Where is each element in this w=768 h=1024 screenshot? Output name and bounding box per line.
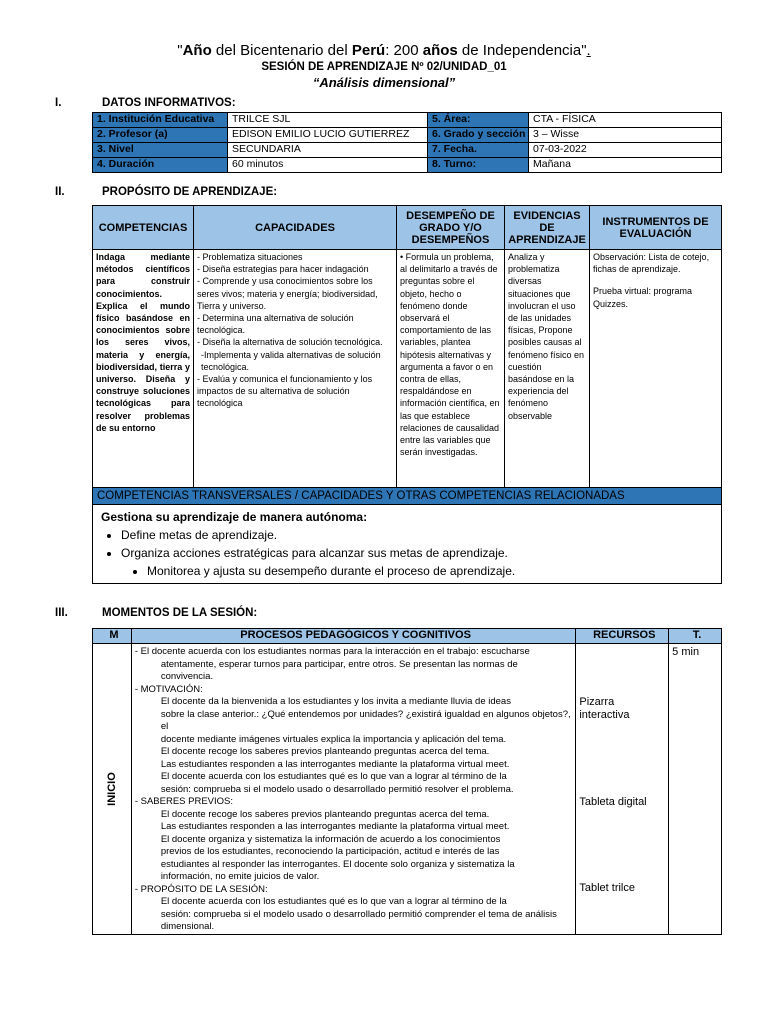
col-desempeno: DESEMPEÑO DE GRADO Y/O DESEMPEÑOS [397, 206, 505, 250]
fecha-value: 07-03-2022 [529, 143, 722, 158]
prof-value: EDISON EMILIO LUCIO GUTIERREZ [228, 128, 428, 143]
evidencias-text: Analiza y problematiza diversas situaciones que involucran el uso de las unidades físicas, Propone posibles causas al fenómeno físico en cuestión basándose en la experiencia del fenómeno observable [505, 250, 590, 488]
cap-item: - Evalúa y comunica el funcionamiento y los impactos de su alternativa de solución tecnológica [197, 374, 373, 409]
proc-line: atentamente, esperar turnos para participar, entre otros. Se presentan las normas de convivencia. [160, 658, 518, 682]
proc-line: - El docente acuerda con los estudiantes normas para la interacción en el trabajo: escucharse [134, 646, 530, 657]
competencias-text: Indaga mediante métodos científicos para construir conocimientos. Explica el mundo físico basándose en conocimientos sobre los seres vivos, materia y energía, biodiversidad, tierra y universo. Diseña y construye soluciones tecnológicas para resolver problemas de su entorno [93, 250, 194, 488]
fecha-label: 7. Fecha. [428, 143, 529, 158]
turno-label: 8. Turno: [428, 158, 529, 173]
nivel-label: 3. Nivel [93, 143, 228, 158]
cap-item: - Comprende y usa conocimientos sobre los seres vivos; materia y energía; biodiversidad, Tierra y universo. [197, 276, 378, 311]
instrumento-1: Observación: Lista de cotejo, fichas de aprendizaje. [593, 252, 710, 275]
proc-line: El docente acuerda con los estudiantes qué es lo que van a lograr al término de la [160, 771, 507, 782]
proc-line: previos de los estudiantes, reconociendo la participación, actitud e interés de las [160, 846, 500, 857]
gestiona-item: • Monitorea y ajusta su desempeño durante el proceso de aprendizaje. [147, 562, 713, 580]
turno-value: Mañana [529, 158, 722, 173]
col-instrumentos: INSTRUMENTOS DE EVALUACIÓN [590, 206, 722, 250]
time-cell: 5 min [669, 644, 722, 935]
inst-value: TRILCE SJL [228, 113, 428, 128]
proc-line: sesión: comprueba si el modelo usado o desarrollado permitió resolver el problema. [160, 783, 514, 795]
transversal-banner: COMPETENCIAS TRANSVERSALES / CAPACIDADES Y OTRAS COMPETENCIAS RELACIONADAS [93, 488, 722, 505]
proc-line: Las estudiantes responden a las interrogantes mediante la plataforma virtual meet. [160, 758, 510, 770]
capacidades-list [194, 250, 397, 488]
info-table [92, 112, 722, 173]
phase-label: INICIO [105, 771, 118, 806]
proc-line: El docente organiza y sistematiza la información de acuerdo a los conocimientos [160, 833, 501, 845]
proc-line: El docente recoge los saberes previos planteando preguntas acerca del tema. [160, 808, 490, 820]
proc-line: estudiantes al responder las interrogantes. El docente solo organiza y sistematiza la [160, 858, 515, 870]
cap-item: -Implementa y valida alternativas de solución tecnológica. [201, 349, 381, 372]
gestiona-item: • Organiza acciones estratégicas para alcanzar sus metas de aprendizaje. [121, 544, 713, 562]
col-m: M [93, 629, 132, 644]
moments-table [92, 628, 722, 935]
gestiona-item: • Define metas de aprendizaje. [121, 526, 713, 544]
year-title: "Año del Bicentenario del Perú: 200 años de Independencia". [177, 42, 591, 59]
proc-line: El docente acuerda con los estudiantes qué es lo que van a lograr al término de la [160, 896, 507, 907]
proc-line: dimensional. [160, 921, 215, 932]
cap-item: - Diseña la alternativa de solución tecnológica. [197, 337, 383, 348]
gestiona-list [101, 526, 713, 580]
cap-item: - Determina una alternativa de solución tecnológica. [197, 313, 354, 336]
proc-line: información, no emite juicios de valor. [160, 871, 320, 882]
gestiona-cell [93, 505, 722, 584]
phase-cell [93, 644, 132, 935]
area-value: CTA - FÍSICA [529, 113, 722, 128]
resource-pizarra: Pizarra interactiva [579, 696, 630, 721]
recursos-cell [576, 644, 669, 935]
dur-value: 60 minutos [228, 158, 428, 173]
dur-label: 4. Duración [93, 158, 228, 173]
proc-line: - SABERES PREVIOS: [134, 796, 234, 807]
instrumento-2: Prueba virtual: programa Quizzes. [593, 286, 693, 309]
cap-item: - Problematiza situaciones [197, 252, 303, 262]
proc-line: sobre la clase anterior.: ¿Qué entendemos por unidades? ¿existirá igualdad en algunos objetos?, el [160, 708, 571, 732]
inst-label: 1. Institución Educativa [93, 113, 228, 128]
instrumentos-text [590, 250, 722, 488]
resource-tableta: Tableta digital [579, 796, 647, 808]
proc-line: El docente recoge los saberes previos planteando preguntas acerca del tema. [160, 746, 490, 757]
purpose-table [92, 205, 722, 584]
proc-line: - PROPÓSITO DE LA SESIÓN: [134, 883, 268, 895]
col-evidencias: EVIDENCIAS DE APRENDIZAJE [505, 206, 590, 250]
grado-value: 3 – Wisse [529, 128, 722, 143]
grado-label: 6. Grado y sección [428, 128, 529, 143]
topic-title: “Análisis dimensional” [312, 75, 456, 90]
proc-line: docente mediante imágenes virtuales explica la importancia y aplicación del tema. [160, 733, 507, 745]
gestiona-title: Gestiona su aprendizaje de manera autónoma: [101, 510, 368, 524]
proc-line: sesión: comprueba si el modelo usado o desarrollado permitió comprender el tema de análisis [160, 908, 557, 920]
col-procesos: PROCESOS PEDAGÓGICOS Y COGNITIVOS [131, 629, 576, 644]
session-title: SESIÓN DE APRENDIZAJE Nº 02/UNIDAD_01 [261, 61, 507, 73]
prof-label: 2. Profesor (a) [93, 128, 228, 143]
desempeno-text: • Formula un problema, al delimitarlo a través de preguntas sobre el objeto, hecho o fenómeno donde observará el comportamiento de las variables, plantea hipótesis alternativas y argumenta a favor o en contra de ellas, respaldándose en información científica, en las que establece relaciones de causalidad entre las variables que serán investigadas. [397, 250, 505, 488]
proc-line: - MOTIVACIÓN: [134, 683, 203, 695]
col-tiempo: T. [669, 629, 722, 644]
proc-line: El docente da la bienvenida a los estudiantes y los invita a mediante lluvia de ideas [160, 696, 511, 707]
area-label: 5. Área: [428, 113, 529, 128]
col-competencias: COMPETENCIAS [93, 206, 194, 250]
proc-line: Las estudiantes responden a las interrogantes mediante la plataforma virtual meet. [160, 821, 510, 832]
resource-tablet-trilce: Tablet trilce [579, 882, 635, 894]
col-recursos: RECURSOS [576, 629, 669, 644]
nivel-value: SECUNDARIA [228, 143, 428, 158]
procesos-text [131, 644, 576, 935]
col-capacidades: CAPACIDADES [194, 206, 397, 250]
cap-item: - Diseña estrategias para hacer indagación [197, 264, 369, 275]
